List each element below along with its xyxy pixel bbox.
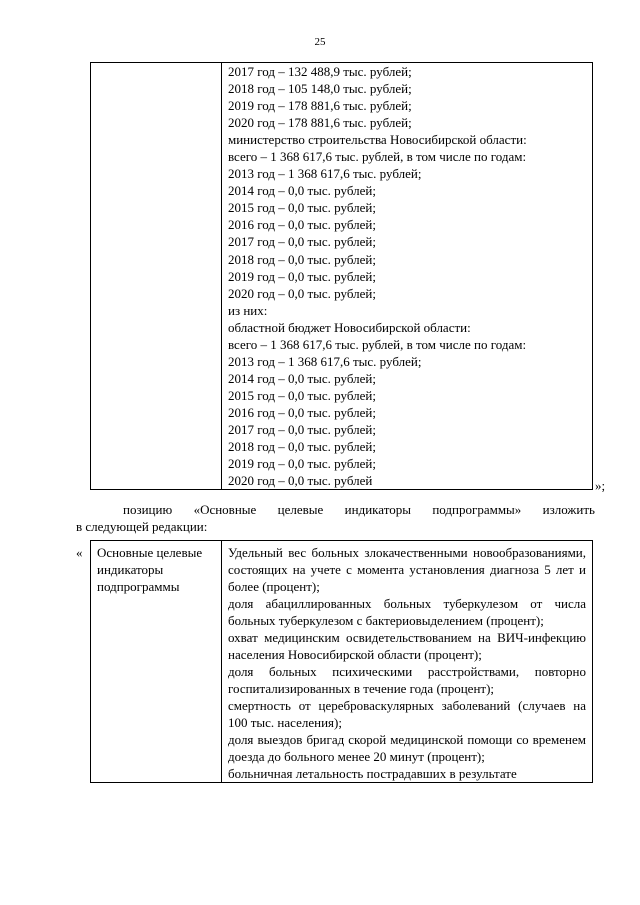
finance-line: 2019 год – 178 881,6 тыс. рублей; — [228, 98, 412, 114]
paragraph-line: позицию «Основные целевые индикаторы подпрограммы» изложить — [123, 502, 595, 517]
indicator-item: доля абациллированных больных туберкулезом от числа больных туберкулезом с бактериовыделением (процент); — [228, 596, 586, 628]
finance-line: 2019 год – 0,0 тыс. рублей; — [228, 456, 376, 472]
finance-line: 2014 год – 0,0 тыс. рублей; — [228, 370, 376, 386]
finance-line: 2018 год – 0,0 тыс. рублей; — [228, 439, 376, 455]
finance-line: 2019 год – 0,0 тыс. рублей; — [228, 268, 376, 284]
finance-line: 2015 год – 0,0 тыс. рублей; — [228, 200, 376, 216]
finance-line: 2017 год – 0,0 тыс. рублей; — [228, 421, 376, 437]
finance-table-empty-cell — [91, 63, 222, 490]
indicator-item: больничная летальность пострадавших в результате — [228, 766, 517, 781]
finance-line: 2013 год – 1 368 617,6 тыс. рублей; — [228, 353, 422, 369]
indicators-list-cell — [222, 541, 593, 783]
finance-line: областной бюджет Новосибирской области: — [228, 319, 471, 335]
opening-quote-mark: « — [76, 545, 83, 560]
indicator-item: смертность от цереброваскулярных заболеваний (случаев на 100 тыс. населения); — [228, 698, 586, 730]
indicators-title-cell — [91, 541, 222, 783]
page-number: 25 — [314, 36, 326, 48]
finance-table — [90, 62, 593, 490]
finance-line: 2020 год – 0,0 тыс. рублей — [228, 473, 373, 489]
finance-line: 2017 год – 132 488,9 тыс. рублей; — [228, 64, 412, 79]
finance-line: из них: — [228, 302, 268, 318]
finance-line: всего – 1 368 617,6 тыс. рублей, в том числе по годам: — [228, 336, 527, 352]
finance-line: всего – 1 368 617,6 тыс. рублей, в том числе по годам: — [228, 149, 527, 165]
indicators-table — [90, 540, 593, 783]
finance-line: 2020 год – 178 881,6 тыс. рублей; — [228, 115, 412, 131]
finance-line: 2017 год – 0,0 тыс. рублей; — [228, 234, 376, 250]
paragraph-line: в следующей редакции: — [76, 519, 208, 534]
closing-quote-mark: »; — [595, 478, 606, 493]
indicator-item: охват медицинским освидетельствованием на ВИЧ-инфекцию населения Новосибирской области (процент); — [228, 630, 586, 662]
indicators-title: Основные целевые индикаторы подпрограммы — [97, 545, 203, 594]
indicator-item: Удельный вес больных злокачественными новообразованиями, состоящих на учете с момента установления диагноза 5 лет и более (процент); — [228, 545, 586, 594]
finance-table-values-cell — [222, 63, 593, 490]
finance-line: 2020 год – 0,0 тыс. рублей; — [228, 285, 376, 301]
finance-line: 2013 год – 1 368 617,6 тыс. рублей; — [228, 166, 422, 182]
finance-line: министерство строительства Новосибирской области: — [228, 132, 527, 148]
finance-line: 2018 год – 105 148,0 тыс. рублей; — [228, 81, 412, 97]
indicator-item: доля больных психическими расстройствами, повторно госпитализированных в течение года (процент); — [228, 664, 586, 696]
finance-line: 2016 год – 0,0 тыс. рублей; — [228, 404, 376, 420]
finance-line: 2016 год – 0,0 тыс. рублей; — [228, 217, 376, 233]
finance-line: 2014 год – 0,0 тыс. рублей; — [228, 183, 376, 199]
finance-line: 2015 год – 0,0 тыс. рублей; — [228, 387, 376, 403]
indicator-item: доля выездов бригад скорой медицинской помощи со временем доезда до больного менее 20 минут (процент); — [228, 732, 586, 764]
finance-line: 2018 год – 0,0 тыс. рублей; — [228, 251, 376, 267]
amendment-paragraph — [76, 501, 595, 535]
